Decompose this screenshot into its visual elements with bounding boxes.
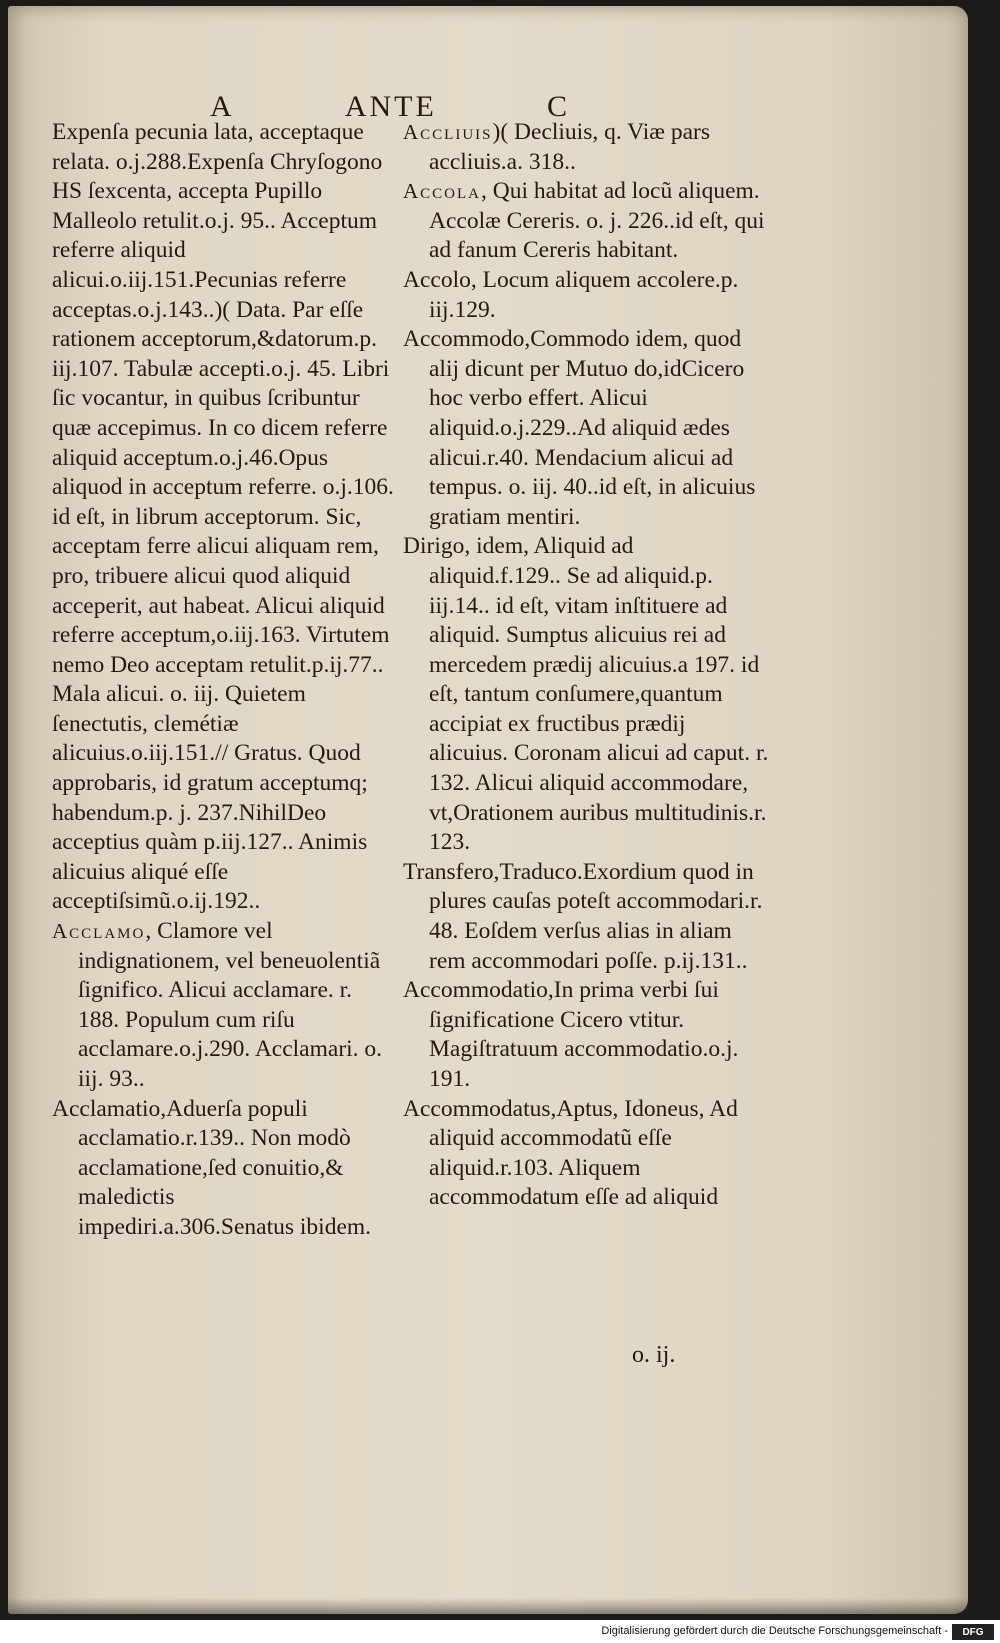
entry-accommodatus	[403, 1095, 769, 1213]
entry-text: )( Decliuis, q. Viæ pars accliuis.a. 318..	[429, 119, 710, 175]
entry-headword: Accliuis	[403, 120, 493, 144]
entry-headword: Acclamo	[52, 919, 146, 944]
entry-text: Dirigo, idem, Aliquid ad aliquid.f.129.. Se ad aliquid.p. iij.14.. id eſt, vitam inſtituere ad aliquid. Sumptus alicuius rei ad mercedem prædij alicuius.a 197. id eſt, tantum conſumere,quantum accipiat ex fructibus prædij alicuius. Coronam alicui ad caput. r. 132. Alicui aliquid accommodare, vt,Orationem auribus multitudinis.r. 123.	[403, 533, 769, 856]
entry-text: Transfero,Traduco.Exordium quod in plures cauſas poteſt accommodari.r. 48. Eoſdem verſus alias in aliam rem accommodari poſſe. p.ij.131..	[403, 858, 763, 974]
entry-text: Accolo, Locum aliquem accolere.p. iij.129.	[403, 266, 739, 323]
page-edge-shadow	[8, 1598, 968, 1614]
entry-text: Acclamatio,Aduerſa populi acclamatio.r.139.. Non modò acclamatione,ſed conuitio,& maledictis impediri.a.306.Senatus ibidem.	[52, 1095, 372, 1240]
entry-headword: Accola	[403, 179, 482, 204]
digitization-footer	[0, 1622, 1000, 1643]
entry-accliuis	[403, 118, 769, 177]
entry-text: Accommodatio,In prima verbi ſui ſignificatione Cicero vtitur. Magiſtratuum accommodatio.o.j. 191.	[403, 977, 739, 1092]
entry-acclamatio	[52, 1095, 396, 1243]
right-column	[403, 118, 769, 1213]
entry-accommodatio	[403, 976, 769, 1094]
entry-accolo	[403, 266, 769, 325]
catchword: o. ij.	[632, 1342, 676, 1368]
left-column	[52, 118, 396, 1243]
running-head-left: A	[210, 90, 235, 123]
entry-text: , Qui habitat ad locũ aliquem. Accolæ Cereris. o. j. 226..id eſt, qui ad fanum Cereris habitant.	[429, 178, 765, 264]
entry-text: Expenſa pecunia lata, acceptaque relata. o.j.288.Expenſa Chryſogono HS ſexcenta, accepta Pupillo Malleolo retulit.o.j. 95.. Acceptum referre aliquid alicui.o.iij.151.Pecunias referre acceptas.o.j.143..)( Data. Par eſſe rationem acceptorum,&datorum.p. iij.107. Tabulæ accepti.o.j. 45. Libri ſic vocantur, in quibus ſcribuntur quæ accepimus. In co dicem referre aliquid acceptum.o.j.46.Opus aliquod in acceptum referre. o.j.106. id eſt, in librum acceptorum. Sic, acceptam ferre alicui aliquam rem, pro, tribuere alicui quod aliquid acceperit, aut habeat. Alicui aliquid referre acceptum,o.iij.163. Virtutem nemo Deo acceptam retulit.p.ij.77.. Mala alicui. o. iij. Quietem ſenectutis, clemétiæ alicuius.o.iij.151.// Gratus. Quod approbaris, id gratum acceptumq; habendum.p. j. 237.NihilDeo acceptius quàm p.iij.127.. Animis alicuius aliqué eſſe acceptiſsimũ.o.ij.192..	[52, 119, 394, 915]
entry-acclamo	[52, 917, 396, 1095]
dfg-logo: DFG	[952, 1624, 994, 1640]
running-head-center: ANTE	[344, 90, 437, 123]
entry-expensa	[52, 118, 396, 917]
entry-accommodo	[403, 325, 769, 532]
running-head-right: C	[546, 90, 570, 123]
entry-dirigo	[403, 532, 769, 858]
footer-credit: Digitalisierung gefördert durch die Deutsche Forschungsgemeinschaft -	[601, 1625, 948, 1637]
entry-accola	[403, 177, 769, 266]
entry-transfero	[403, 858, 769, 976]
entry-text: Accommodo,Commodo idem, quod alij dicunt per Mutuo do,idCicero hoc verbo effert. Alicui aliquid.o.j.229..Ad aliquid ædes alicui.r.40. Mendacium alicui ad tempus. o. iij. 40..id eſt, in alicuius gratiam mentiri.	[403, 326, 756, 530]
entry-text: Accommodatus,Aptus, Idoneus, Ad aliquid accommodatũ eſſe aliquid.r.103. Aliquem accommodatum eſſe ad aliquid	[403, 1095, 738, 1211]
entry-text: , Clamore vel indignationem, vel beneuolentiã ſignifico. Alicui acclamare. r. 188. Populum cum riſu acclamare.o.j.290. Acclamari. o. iij. 93..	[78, 918, 383, 1092]
